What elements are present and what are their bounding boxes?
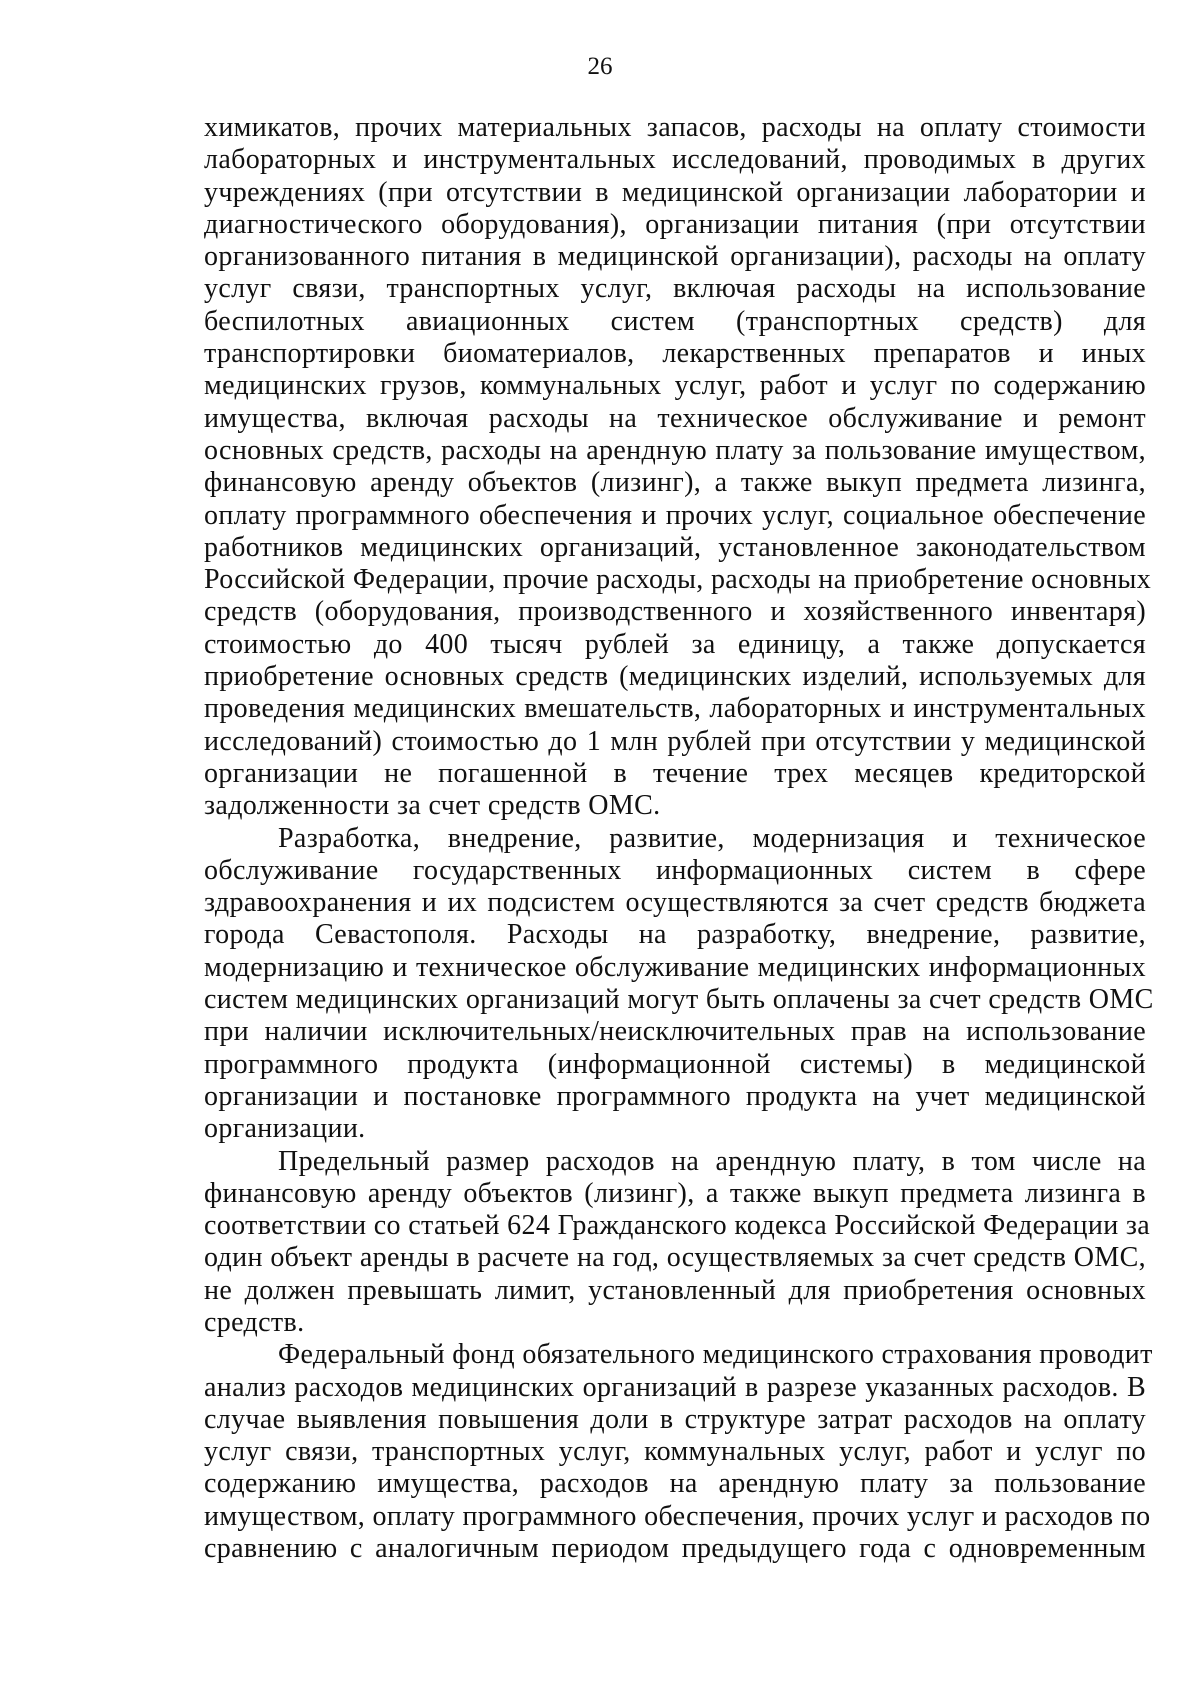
text-line: транспортировки биоматериалов, лекарственных препаратов и иных xyxy=(204,338,1146,370)
text-line: организации и постановке программного продукта на учет медицинской xyxy=(204,1080,1146,1112)
text-line: услуг связи, транспортных услуг, включая расходы на использование xyxy=(204,273,1146,305)
text-line: обслуживание государственных информационных систем в сфере xyxy=(204,854,1146,886)
text-line: один объект аренды в расчете на год, осуществляемых за счет средств ОМС, xyxy=(204,1242,1146,1274)
text-line: задолженности за счет средств ОМС. xyxy=(204,790,661,822)
text-line: при наличии исключительных/неисключительных прав на использование xyxy=(204,1016,1146,1048)
text-line: финансовую аренду объектов (лизинг), а также выкуп предмета лизинга в xyxy=(204,1177,1146,1209)
text-line: имущества, включая расходы на техническое обслуживание и ремонт xyxy=(204,402,1146,434)
text-line: диагностического оборудования), организации питания (при отсутствии xyxy=(204,208,1146,240)
text-line: химикатов, прочих материальных запасов, расходы на оплату стоимости xyxy=(204,112,1146,143)
text-line: проведения медицинских вмешательств, лабораторных и инструментальных xyxy=(204,693,1146,725)
text-line: программного продукта (информационной системы) в медицинской xyxy=(204,1048,1146,1080)
document-body xyxy=(204,112,1154,1565)
text-line: финансовую аренду объектов (лизинг), а также выкуп предмета лизинга, xyxy=(204,467,1146,499)
text-line: Разработка, внедрение, развитие, модернизация и техническое xyxy=(278,822,1146,854)
text-line: учреждениях (при отсутствии в медицинской организации лаборатории и xyxy=(204,176,1146,208)
text-line: систем медицинских организаций могут быть оплачены за счет средств ОМС xyxy=(204,984,1154,1016)
text-line: беспилотных авиационных систем (транспортных средств) для xyxy=(204,305,1146,337)
text-line: оплату программного обеспечения и прочих услуг, социальное обеспечение xyxy=(204,499,1146,531)
text-line: здравоохранения и их подсистем осуществляются за счет средств бюджета xyxy=(204,887,1146,919)
text-line: содержанию имущества, расходов на арендную плату за пользование xyxy=(204,1468,1146,1500)
text-line: основных средств, расходы на арендную плату за пользование имуществом, xyxy=(204,434,1146,466)
text-line: организации не погашенной в течение трех месяцев кредиторской xyxy=(204,757,1146,789)
text-line: медицинских грузов, коммунальных услуг, работ и услуг по содержанию xyxy=(204,370,1146,402)
text-line: организованного питания в медицинской организации), расходы на оплату xyxy=(204,241,1146,273)
text-line: не должен превышать лимит, установленный для приобретения основных xyxy=(204,1274,1146,1306)
text-line: Предельный размер расходов на арендную плату, в том числе на xyxy=(278,1145,1146,1177)
text-line: исследований) стоимостью до 1 млн рублей при отсутствии у медицинской xyxy=(204,725,1146,757)
page-number: 26 xyxy=(587,53,613,80)
text-line: средств. xyxy=(204,1306,305,1338)
text-line: услуг связи, транспортных услуг, коммунальных услуг, работ и услуг по xyxy=(204,1436,1146,1468)
text-line: имуществом, оплату программного обеспечения, прочих услуг и расходов по xyxy=(204,1500,1151,1532)
text-line: Федеральный фонд обязательного медицинского страхования проводит xyxy=(278,1339,1153,1371)
text-line: приобретение основных средств (медицинских изделий, используемых для xyxy=(204,661,1146,693)
text-line: лабораторных и инструментальных исследований, проводимых в других xyxy=(204,144,1146,176)
text-line: соответствии со статьей 624 Гражданского кодекса Российской Федерации за xyxy=(204,1210,1151,1242)
text-line: модернизацию и техническое обслуживание медицинских информационных xyxy=(204,951,1146,983)
text-line: сравнению с аналогичным периодом предыдущего года с одновременным xyxy=(204,1533,1146,1565)
text-line: стоимостью до 400 тысяч рублей за единицу, а также допускается xyxy=(204,628,1146,660)
text-line: работников медицинских организаций, установленное законодательством xyxy=(204,531,1146,563)
text-line: организации. xyxy=(204,1113,366,1145)
text-line: случае выявления повышения доли в структуре затрат расходов на оплату xyxy=(204,1403,1146,1435)
text-line: анализ расходов медицинских организаций в разрезе указанных расходов. В xyxy=(204,1371,1146,1403)
text-line: Российской Федерации, прочие расходы, расходы на приобретение основных xyxy=(204,564,1152,596)
text-line: города Севастополя. Расходы на разработку, внедрение, развитие, xyxy=(204,919,1146,951)
text-line: средств (оборудования, производственного и хозяйственного инвентаря) xyxy=(204,596,1146,628)
